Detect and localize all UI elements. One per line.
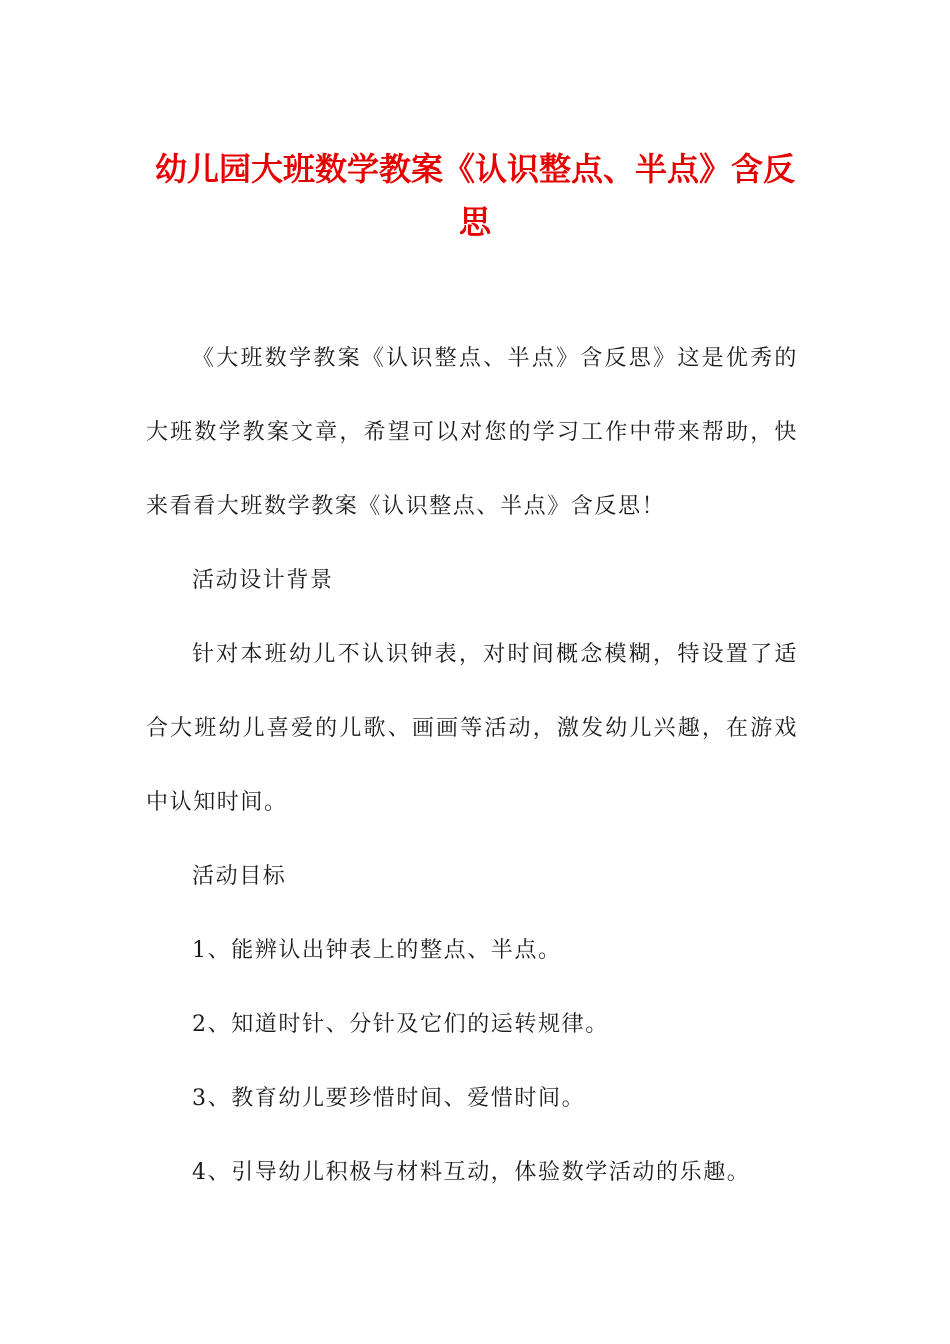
- section-heading-background: 活动设计背景: [192, 568, 334, 593]
- document-body: [146, 322, 798, 1210]
- document-title: 幼儿园大班数学教案《认识整点、半点》含反思: [154, 150, 795, 241]
- goal-item-4: 4、引导幼儿积极与材料互动，体验数学活动的乐趣。: [192, 1160, 751, 1185]
- background-paragraph: 针对本班幼儿不认识钟表，对时间概念模糊，特设置了适合大班幼儿喜爱的儿歌、画画等活动，激发幼儿兴趣，在游戏中认知时间。: [146, 642, 798, 815]
- intro-paragraph: 《大班数学教案《认识整点、半点》含反思》这是优秀的大班数学教案文章，希望可以对您的学习工作中带来帮助，快来看看大班数学教案《认识整点、半点》含反思！: [146, 346, 798, 519]
- goal-item-1: 1、能辨认出钟表上的整点、半点。: [192, 938, 562, 963]
- goal-item-2: 2、知道时针、分针及它们的运转规律。: [192, 1012, 609, 1037]
- section-heading-goals: 活动目标: [192, 864, 287, 889]
- goal-item-3: 3、教育幼儿要珍惜时间、爱惜时间。: [192, 1086, 586, 1111]
